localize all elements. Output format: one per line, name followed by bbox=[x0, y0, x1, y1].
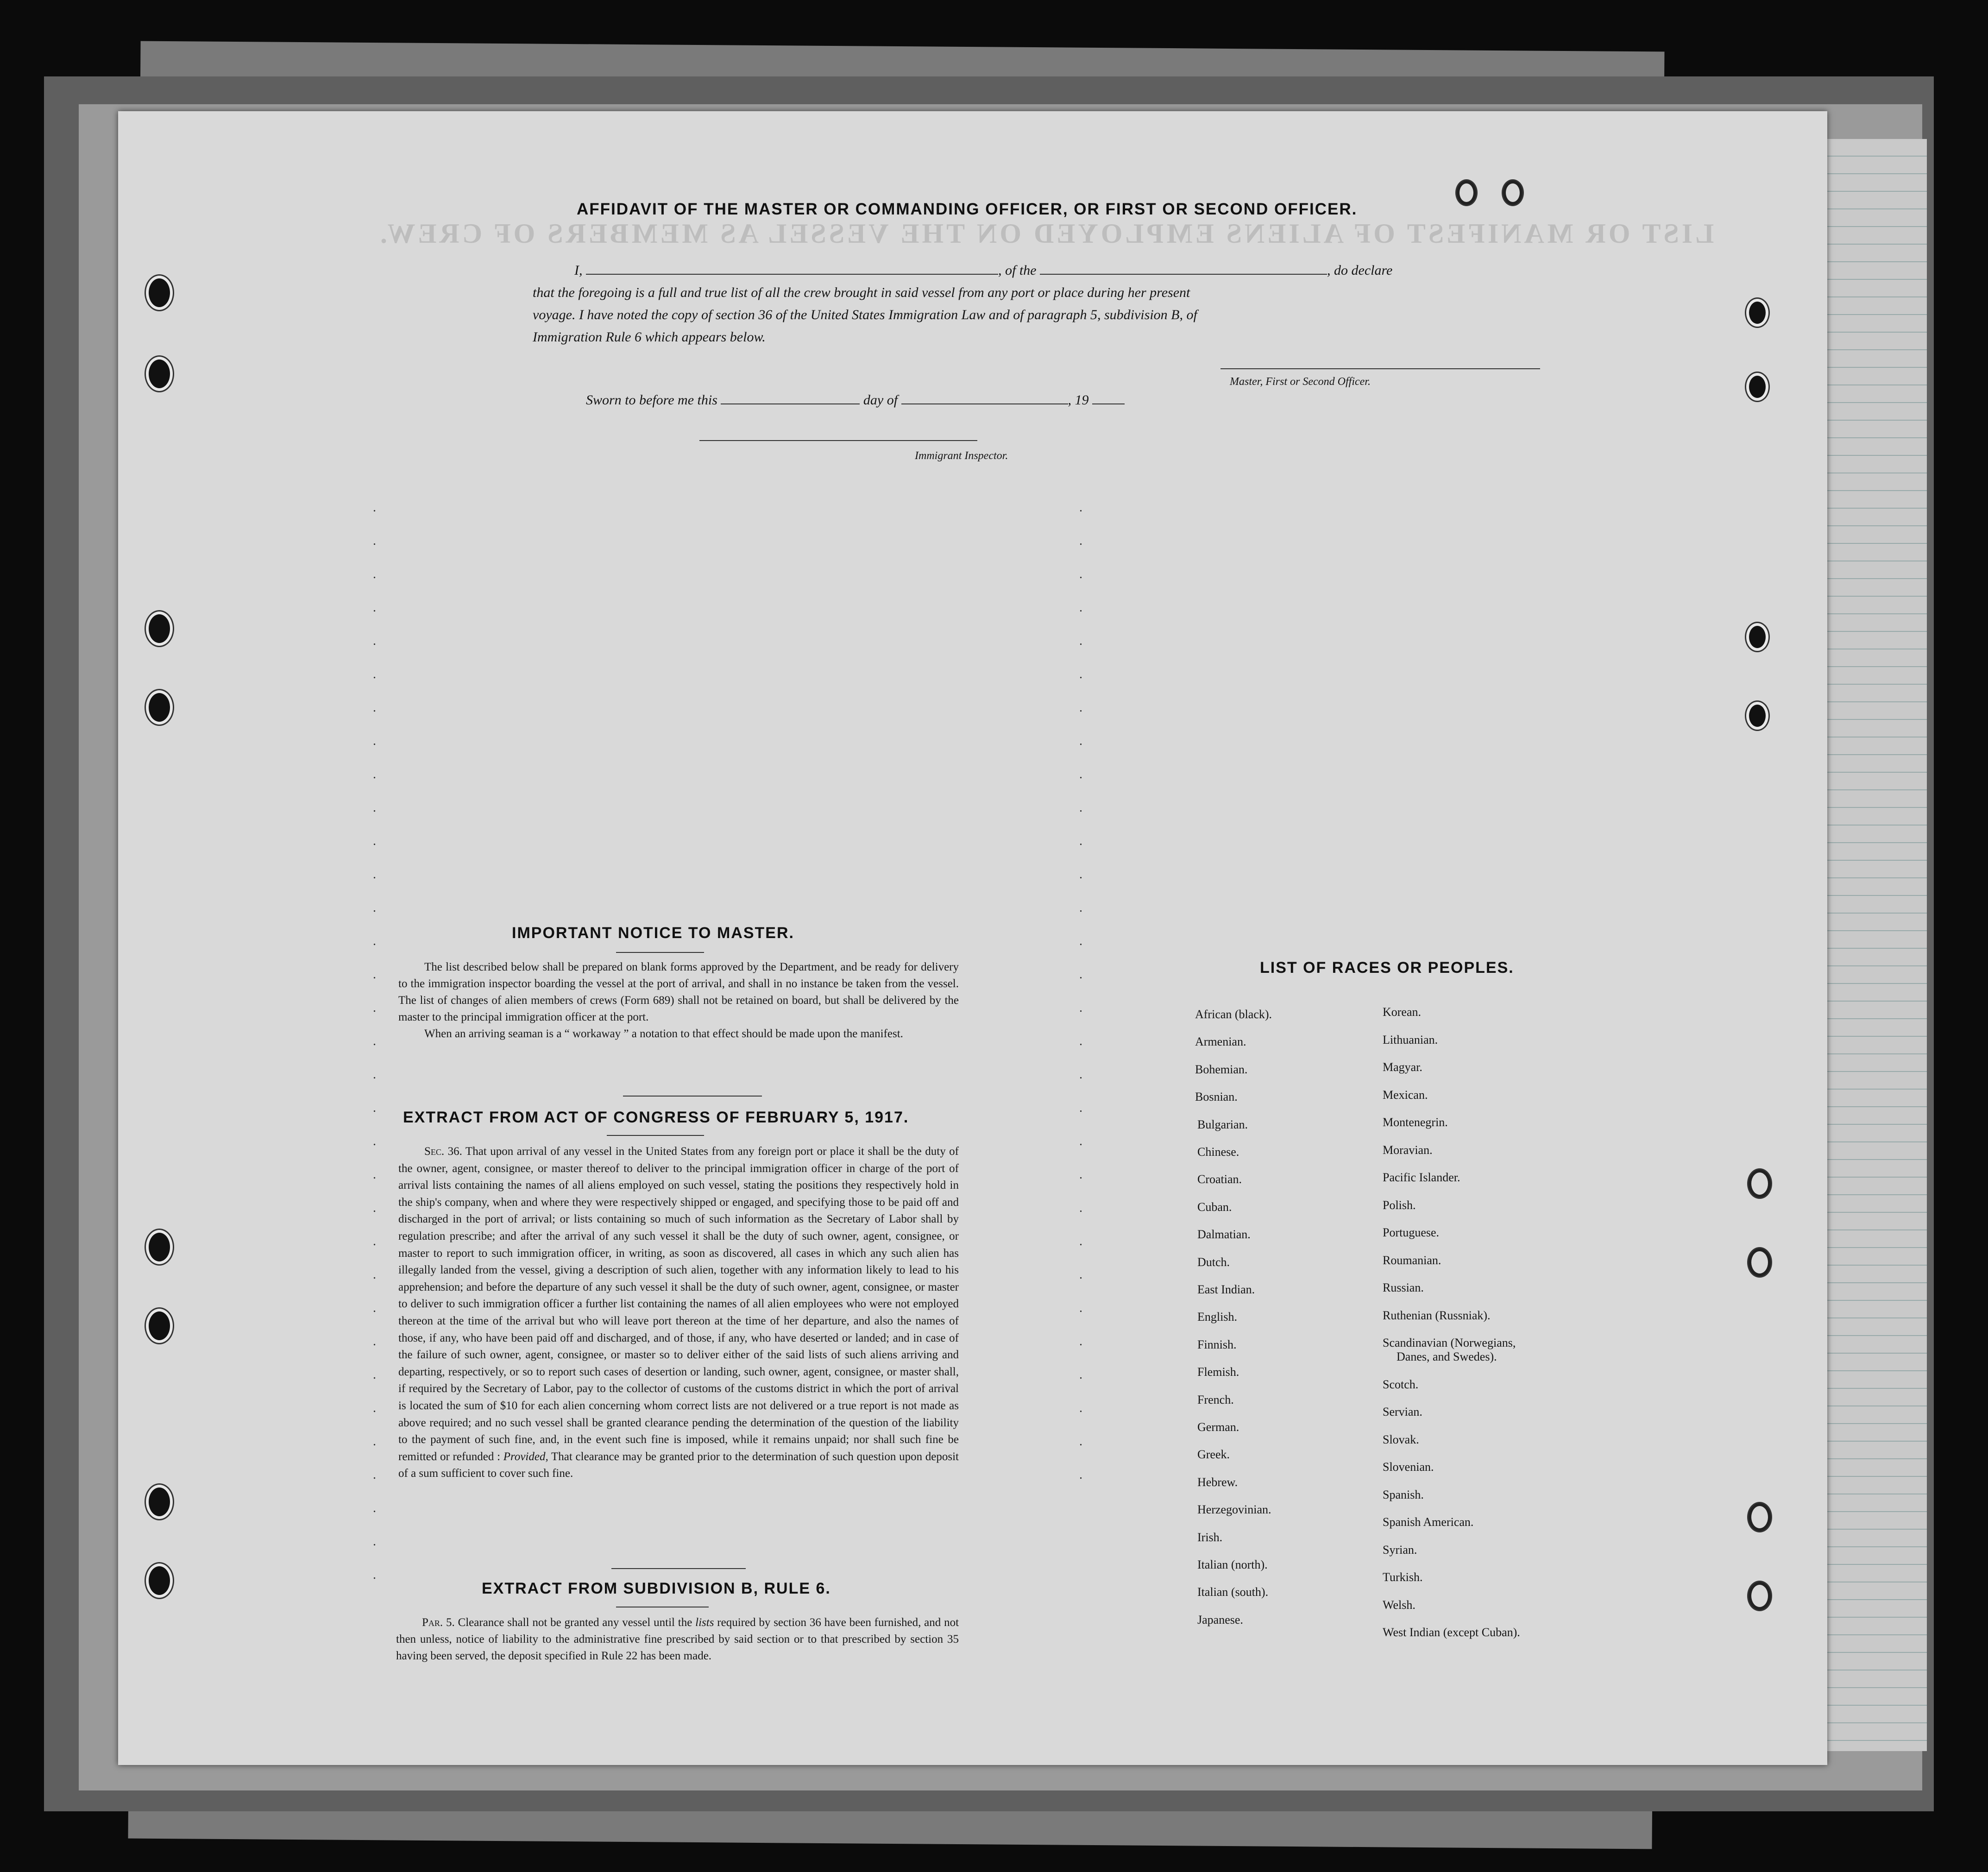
binder-hole bbox=[146, 276, 173, 310]
race-item: Moravian. bbox=[1383, 1143, 1433, 1157]
binder-hole bbox=[1749, 1503, 1771, 1531]
day-of-label: day of bbox=[863, 392, 898, 408]
race-item: Bosnian. bbox=[1195, 1090, 1238, 1104]
race-item: English. bbox=[1197, 1310, 1237, 1324]
sworn-line bbox=[586, 389, 1125, 411]
binder-hole bbox=[1746, 299, 1768, 327]
race-item: Flemish. bbox=[1197, 1365, 1239, 1379]
year-prefix-label: , 19 bbox=[1068, 392, 1089, 408]
race-item: Herzegovinian. bbox=[1197, 1503, 1271, 1517]
binder-hole bbox=[1746, 702, 1768, 730]
race-item: West Indian (except Cuban). bbox=[1383, 1626, 1520, 1639]
notice-paragraph-2: When an arriving seaman is a “ workaway ” a notation to that effect should be made upon the manifest. bbox=[424, 1027, 903, 1040]
race-item: Finnish. bbox=[1197, 1337, 1237, 1351]
binder-hole bbox=[146, 1485, 173, 1519]
do-declare-label: , do declare bbox=[1327, 263, 1393, 278]
race-item: African (black). bbox=[1195, 1008, 1272, 1021]
notice-body bbox=[398, 959, 959, 1042]
race-item: Polish. bbox=[1383, 1198, 1416, 1212]
race-item: East Indian. bbox=[1197, 1283, 1255, 1296]
binder-hole bbox=[1457, 181, 1476, 205]
race-item: German. bbox=[1197, 1420, 1239, 1434]
act-body bbox=[398, 1143, 959, 1482]
vessel-name-blank[interactable] bbox=[1040, 260, 1327, 275]
races-title: LIST OF RACES OR PEOPLES. bbox=[1260, 959, 1514, 977]
binder-hole bbox=[1746, 623, 1768, 651]
race-item: Armenian. bbox=[1195, 1035, 1246, 1049]
race-item: Japanese. bbox=[1197, 1613, 1243, 1626]
race-item: Bulgarian. bbox=[1197, 1117, 1248, 1131]
affidavit-pronoun: I, bbox=[574, 263, 583, 278]
binder-hole bbox=[146, 1309, 173, 1343]
race-item: Dutch. bbox=[1197, 1255, 1230, 1269]
master-name-blank[interactable] bbox=[586, 260, 998, 275]
binder-hole bbox=[146, 1230, 173, 1264]
signature-label: Master, First or Second Officer. bbox=[1230, 376, 1371, 388]
title-underline bbox=[607, 1135, 704, 1136]
affidavit-declaration-line bbox=[574, 259, 1640, 282]
race-item: Slovak. bbox=[1383, 1432, 1419, 1446]
race-item: Italian (north). bbox=[1197, 1558, 1268, 1571]
binder-hole bbox=[1749, 1582, 1771, 1610]
signature-line[interactable] bbox=[1220, 368, 1540, 369]
race-item: Danes, and Swedes). bbox=[1397, 1350, 1497, 1363]
race-item: Syrian. bbox=[1383, 1543, 1417, 1557]
race-item: Pacific Islander. bbox=[1383, 1171, 1460, 1184]
race-item: Cuban. bbox=[1197, 1200, 1232, 1214]
race-item: Russian. bbox=[1383, 1281, 1424, 1294]
bleed-through-header: LIST OR MANIFEST OF ALIENS EMPLOYED ON THE VESSEL AS MEMBERS OF CREW. bbox=[377, 218, 1714, 249]
inspector-label: Immigrant Inspector. bbox=[915, 450, 1008, 462]
affidavit-body-line1: that the foregoing is a full and true list of all the crew brought in said vessel from any port or place during her present bbox=[533, 285, 1190, 300]
race-item: Korean. bbox=[1383, 1005, 1422, 1019]
binder-hole bbox=[1746, 373, 1768, 401]
notice-title: IMPORTANT NOTICE TO MASTER. bbox=[512, 924, 794, 942]
dot-column: . . . . . . . . . . . . . . . . . . . . . . . . . . . . . . bbox=[1079, 500, 1089, 1482]
section-label: Sec. 36. bbox=[424, 1145, 462, 1158]
race-item: Slovenian. bbox=[1383, 1460, 1434, 1474]
race-item: Lithuanian. bbox=[1383, 1033, 1438, 1046]
race-item: Turkish. bbox=[1383, 1570, 1423, 1584]
race-item: Servian. bbox=[1383, 1405, 1422, 1418]
affidavit-body-line3: Immigration Rule 6 which appears below. bbox=[533, 329, 766, 345]
sworn-month-blank[interactable] bbox=[901, 390, 1068, 404]
section-text: That upon arrival of any vessel in the United States from any foreign port or place it shall be the duty of the owner, agent, consignee, or master thereof to deliver to the principal immigration officer in charge of the port of arrival lists containing the names of all aliens employed on such vessel, stating the positions they respectively hold in the ship's company, when and where they were respectively shipped or engaged, and specifying those to be paid off and discharged in the port of arrival; or lists containing so much of such information as the Secretary of Labor shall by regulation prescribe; and after the arrival of any such vessel it shall be the duty of such owner, agent, consignee, or master to report to such immigration officer, in writing, as soon as discovered, all cases in which any such alien has illegally landed from the vessel, giving a description of such alien, together with any information likely to lead to his apprehension; and before the departure of any such vessel it shall be the duty of such owner, agent, consignee, or master to deliver to such immigration officer a further list containing the names of all alien employees who were not employed thereon at the time of the arrival but who will leave port thereon at the time of her departure, and also the names of those, if any, who have been paid off and discharged, and of those, if any, who have deserted or landed; and in case of the failure of such owner, agent, consignee, or master so to deliver either of the said lists of such aliens arriving and departing, respectively, or so to report such cases of desertion or landing, such owner, agent, consignee, or master shall, if required by the Secretary of Labor, pay to the collector of customs of the customs district in which the port of arrival is located the sum of $10 for each alien concerning whom correct lists are not delivered or a true report is not made as above required; and no such vessel shall be granted clearance pending the determination of the question of the liability to the payment of such fine, and, in the event such fine is imposed, while it remains unpaid; nor shall such fine be remitted or refunded : bbox=[398, 1145, 959, 1463]
manifest-page bbox=[118, 111, 1827, 1765]
section-text-end: That clearance may be granted prior to the determination of such question upon deposit of a sum sufficient to cover such fine. bbox=[398, 1450, 959, 1480]
dot-column: . . . . . . . . . . . . . . . . . . . . . . . . . . . . . . . . . bbox=[373, 500, 383, 1582]
of-the-label: , of the bbox=[998, 263, 1037, 278]
affidavit-body-line2: voyage. I have noted the copy of section 36 of the United States Immigration Law and of paragraph 5, subdivision B, of bbox=[533, 307, 1197, 322]
act-title: EXTRACT FROM ACT OF CONGRESS OF FEBRUARY 5, 1917. bbox=[403, 1109, 909, 1126]
race-item: Roumanian. bbox=[1383, 1253, 1441, 1267]
binder-hole bbox=[146, 357, 173, 391]
race-item: Dalmatian. bbox=[1197, 1228, 1251, 1242]
section-divider bbox=[623, 1096, 762, 1097]
title-underline bbox=[616, 952, 704, 953]
race-item: Chinese. bbox=[1197, 1145, 1239, 1159]
race-item: Portuguese. bbox=[1383, 1226, 1440, 1239]
binder-hole bbox=[1503, 181, 1522, 205]
lists-word: lists bbox=[695, 1616, 714, 1629]
race-item: Spanish. bbox=[1383, 1488, 1424, 1501]
binder-hole bbox=[146, 690, 173, 725]
race-item: Italian (south). bbox=[1197, 1585, 1269, 1599]
race-item: Welsh. bbox=[1383, 1598, 1416, 1612]
binder-hole bbox=[146, 1563, 173, 1598]
sworn-day-blank[interactable] bbox=[721, 390, 860, 404]
rule6-text-b: required by section 36 have been furnished, and not then unless, notice of liability to the administrative fine prescribed by said section or to that prescribed by section 35 having been served, the deposit specified in Rule 22 has been made. bbox=[396, 1616, 959, 1662]
race-item: Hebrew. bbox=[1197, 1475, 1238, 1489]
rule6-body bbox=[396, 1614, 959, 1664]
race-item: Bohemian. bbox=[1195, 1062, 1248, 1076]
binder-hole bbox=[1749, 1170, 1771, 1198]
race-item: French. bbox=[1197, 1393, 1234, 1406]
section-divider bbox=[611, 1568, 746, 1569]
notice-paragraph-1: The list described below shall be prepared on blank forms approved by the Department, and be ready for delivery to the immigration inspector boarding the vessel at the port of arrival, and shall in no instance be taken from the vessel. The list of changes of alien members of crews (Form 689) shall not be retained on board, but shall be delivered by the master to the principal immigration officer at the port. bbox=[398, 961, 959, 1023]
race-item: Irish. bbox=[1197, 1530, 1223, 1544]
inspector-signature-line[interactable] bbox=[699, 440, 977, 441]
race-item: Ruthenian (Russniak). bbox=[1383, 1308, 1491, 1322]
race-item: Scandinavian (Norwegians, bbox=[1383, 1336, 1516, 1349]
race-item: Mexican. bbox=[1383, 1088, 1428, 1102]
provided-word: Provided, bbox=[503, 1450, 548, 1463]
race-item: Scotch. bbox=[1383, 1377, 1419, 1391]
binder-hole bbox=[1749, 1248, 1771, 1276]
race-item: Montenegrin. bbox=[1383, 1116, 1448, 1129]
rule6-text-a: Clearance shall not be granted any vessel until the bbox=[458, 1616, 692, 1629]
race-item: Greek. bbox=[1197, 1448, 1230, 1462]
rule6-title: EXTRACT FROM SUBDIVISION B, RULE 6. bbox=[482, 1580, 831, 1597]
race-item: Croatian. bbox=[1197, 1172, 1242, 1186]
affidavit-title: AFFIDAVIT OF THE MASTER OR COMMANDING OFFICER, OR FIRST OR SECOND OFFICER. bbox=[577, 200, 1358, 218]
binder-hole bbox=[146, 611, 173, 646]
sworn-label: Sworn to before me this bbox=[586, 392, 717, 408]
sworn-year-blank[interactable] bbox=[1092, 390, 1125, 404]
race-item: Spanish American. bbox=[1383, 1515, 1474, 1529]
race-item: Magyar. bbox=[1383, 1060, 1422, 1074]
paragraph-label: Par. 5. bbox=[422, 1616, 455, 1629]
